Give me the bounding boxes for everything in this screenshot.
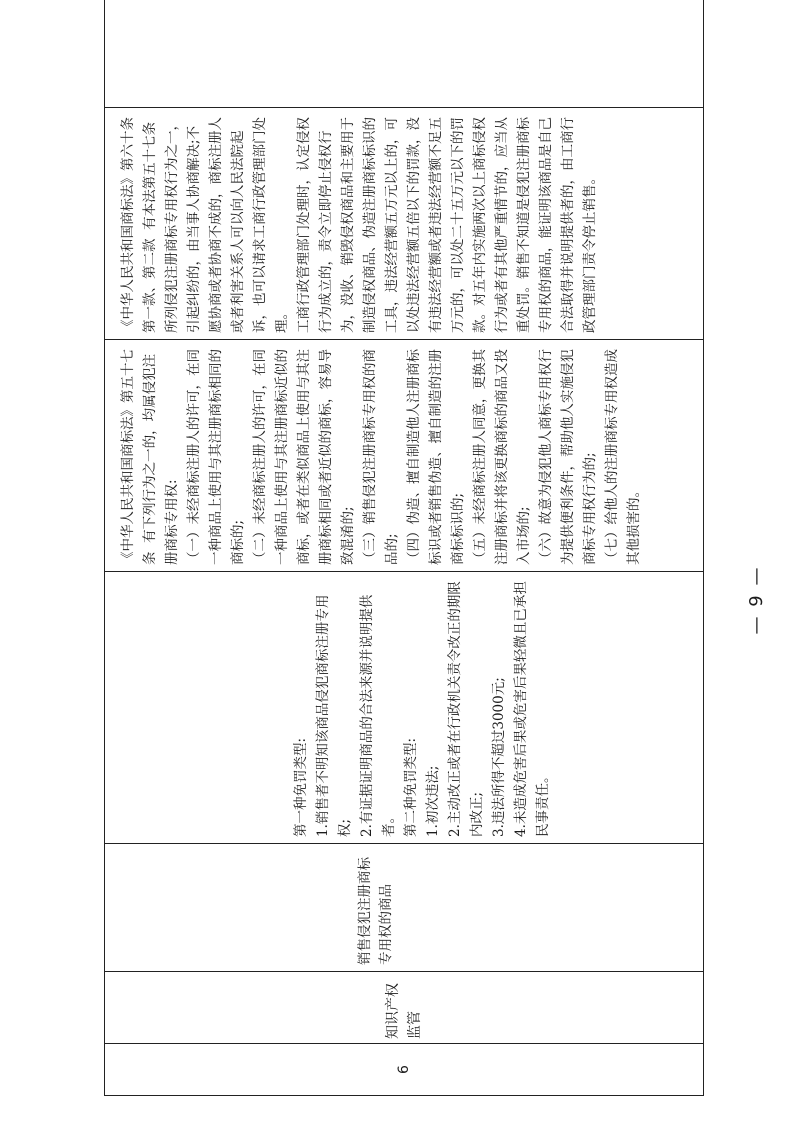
table-row [105, 0, 704, 1096]
matter-text: 销售侵犯注册商标专用权的商品 [357, 857, 394, 965]
exemption-line: 2.有证据证明商品的合法来源并说明提供者。 [359, 594, 397, 837]
page-number-text: — 9 — [746, 565, 767, 635]
exemption-line: 1.销售者不明知该商品侵犯商标注册专用权; [315, 594, 353, 837]
violation-basis-line: 《中华人民共和国商标法》第五十七条 有下列行为之一的，均属侵犯注册商标专用权: [120, 349, 180, 565]
violation-basis-cell [105, 340, 704, 572]
exemption-line: 第二种免罚类型: [403, 737, 419, 837]
exemption-line: 3.违法所得不超过3000元; [491, 677, 507, 837]
violation-basis-line: （一）未经商标注册人的许可，在同一种商品上使用与其注册商标相同的商标的; [186, 349, 246, 565]
rotated-page [104, 56, 704, 1096]
page-number [740, 540, 774, 660]
exemption-table [104, 0, 704, 1096]
violation-basis-line: （三）销售侵犯注册商标专用权的商品的; [362, 349, 400, 565]
violation-basis-line: （四）伪造、擅自制造他人注册商标标识或者销售伪造、擅自制造的注册商标标识的; [406, 349, 466, 565]
exemption-line: 1.初次违法; [425, 765, 441, 837]
violation-basis-line: （五）未经商标注册人同意，更换其注册商标并将该更换商标的商品又投入市场的; [472, 349, 532, 565]
row-number-cell [105, 1044, 704, 1096]
exemption-cell [105, 572, 704, 844]
exemption-line: 4.未造成危害后果或危害后果轻微且已承担民事责任。 [513, 581, 551, 837]
note-cell [105, 0, 704, 108]
department-name: 知识产权监管 [385, 983, 423, 1039]
row-number: 6 [396, 1065, 412, 1074]
violation-basis-line: （七）给他人的注册商标专用权造成其他损害的。 [604, 349, 642, 565]
department-cell [105, 972, 704, 1044]
penalty-basis-cell [105, 108, 704, 340]
matter-cell [105, 844, 704, 972]
exemption-line: 第一种免罚类型: [293, 737, 309, 837]
penalty-basis-line: 《中华人民共和国商标法》第六十条第一款、第二款 有本法第五十七条所列侵犯注册商标专用权行为之一，引起纠纷的，由当事人协商解决;不愿协商或者协商不成的，商标注册人或者利害关系人可以向人民法院起诉，也可以请求工商行政管理部门处理。 [120, 117, 290, 333]
violation-basis-line: （六）故意为侵犯他人商标专用权行为提供便利条件，帮助他人实施侵犯商标专用权行为的; [538, 349, 598, 565]
exemption-line: 2.主动改正或者在行政机关责令改正的期限内改正; [447, 581, 485, 837]
violation-basis-line: （二）未经商标注册人的许可，在同一种商品上使用与其注册商标近似的商标，或者在类似商品上使用与其注册商标相同或者近似的商标，容易导致混淆的; [252, 349, 356, 565]
penalty-basis-line: 工商行政管理部门处理时，认定侵权行为成立的，责令立即停止侵权行为，没收、销毁侵权商品和主要用于制造侵权商品、伪造注册商标标识的工具，违法经营额五万元以上的，可以处违法经营额五倍以下的罚款，没有违法经营额或者违法经营额不足五万元的，可以处二十五万元以下的罚款。对五年内实施两次以上商标侵权行为或者有其他严重情节的，应当从重处罚。销售不知道是侵犯注册商标专用权的商品，能证明该商品是自己合法取得并说明提供者的，由工商行政管理部门责令停止销售。 [296, 117, 598, 333]
